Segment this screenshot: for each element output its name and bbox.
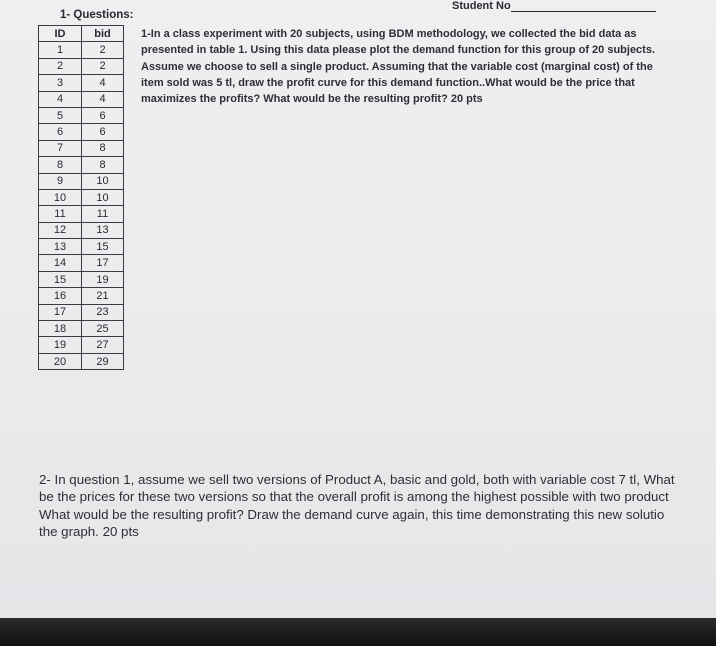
column-header-id: ID xyxy=(39,26,82,42)
table-row xyxy=(39,157,124,173)
table-row xyxy=(39,222,124,238)
cell-id: 12 xyxy=(39,222,82,238)
table-row xyxy=(39,255,124,271)
question-1-line: maximizes the profits? What would be the resulting profit? 20 pts xyxy=(141,93,483,106)
table-row xyxy=(39,58,124,74)
column-header-bid: bid xyxy=(82,26,124,42)
table-row xyxy=(39,42,124,58)
table-row xyxy=(39,288,124,304)
cell-bid: 8 xyxy=(82,140,124,156)
cell-id: 13 xyxy=(39,239,82,255)
cell-bid: 6 xyxy=(82,107,124,123)
cell-id: 14 xyxy=(39,255,82,271)
student-number-label: Student No xyxy=(452,0,511,12)
cell-id: 16 xyxy=(39,288,82,304)
cell-bid: 4 xyxy=(82,91,124,107)
table-row xyxy=(39,124,124,140)
cell-bid: 10 xyxy=(82,173,124,189)
table-body xyxy=(39,42,124,370)
cell-bid: 29 xyxy=(82,353,124,369)
cell-bid: 4 xyxy=(82,75,124,91)
question-1-line: 1-In a class experiment with 20 subjects, using BDM methodology, we collected the bid data as xyxy=(141,28,637,40)
cell-id: 4 xyxy=(39,91,82,107)
table-row xyxy=(39,173,124,189)
cell-bid: 8 xyxy=(82,157,124,173)
cell-bid: 11 xyxy=(82,206,124,222)
cell-id: 15 xyxy=(39,271,82,287)
table-row xyxy=(39,337,124,353)
cell-id: 17 xyxy=(39,304,82,320)
photo-dark-background xyxy=(0,618,716,646)
cell-bid: 27 xyxy=(82,337,124,353)
cell-id: 19 xyxy=(39,337,82,353)
cell-bid: 21 xyxy=(82,288,124,304)
question-1-line: item sold was 5 tl, draw the profit curve for this demand function..What would be the price that xyxy=(141,76,635,89)
cell-id: 6 xyxy=(39,124,82,140)
questions-heading: 1- Questions: xyxy=(60,9,134,21)
cell-id: 10 xyxy=(39,189,82,205)
bid-data-table xyxy=(38,25,124,370)
table-row xyxy=(39,107,124,123)
cell-bid: 19 xyxy=(82,271,124,287)
cell-bid: 15 xyxy=(82,239,124,255)
table-row xyxy=(39,239,124,255)
table-row xyxy=(39,140,124,156)
cell-id: 3 xyxy=(39,75,82,91)
cell-id: 2 xyxy=(39,58,82,74)
question-1-text xyxy=(141,26,701,107)
cell-id: 1 xyxy=(39,42,82,58)
question-2-line: the graph. 20 pts xyxy=(39,524,139,540)
table-row xyxy=(39,321,124,337)
cell-bid: 23 xyxy=(82,304,124,320)
cell-bid: 10 xyxy=(82,189,124,205)
cell-id: 7 xyxy=(39,140,82,156)
cell-id: 5 xyxy=(39,107,82,123)
cell-bid: 13 xyxy=(82,222,124,238)
question-2-text xyxy=(39,471,716,541)
question-2-line: 2- In question 1, assume we sell two versions of Product A, basic and gold, both with variable cost 7 tl, What xyxy=(39,472,675,487)
cell-bid: 2 xyxy=(82,42,124,58)
question-2-line: What would be the resulting profit? Draw the demand curve again, this time demonstrating this new solutio xyxy=(39,506,665,522)
student-number-field xyxy=(452,0,656,12)
cell-id: 8 xyxy=(39,157,82,173)
cell-id: 20 xyxy=(39,353,82,369)
table-row xyxy=(39,189,124,205)
table-row xyxy=(39,271,124,287)
cell-bid: 2 xyxy=(82,58,124,74)
table-row xyxy=(39,304,124,320)
student-number-blank-line xyxy=(511,1,656,12)
table-row xyxy=(39,75,124,91)
table-header-row xyxy=(39,26,124,42)
table-row xyxy=(39,353,124,369)
cell-bid: 17 xyxy=(82,255,124,271)
table-row xyxy=(39,91,124,107)
cell-id: 11 xyxy=(39,206,82,222)
cell-id: 9 xyxy=(39,173,82,189)
question-1-line: Assume we choose to sell a single product. Assuming that the variable cost (marginal cost) of the xyxy=(141,60,653,73)
question-1-line: presented in table 1. Using this data please plot the demand function for this group of 20 subjects. xyxy=(141,44,656,57)
table-row xyxy=(39,206,124,222)
cell-bid: 25 xyxy=(82,321,124,337)
question-2-line: be the prices for these two versions so that the overall profit is among the highest possible with two product xyxy=(39,489,669,505)
cell-bid: 6 xyxy=(82,124,124,140)
cell-id: 18 xyxy=(39,321,82,337)
